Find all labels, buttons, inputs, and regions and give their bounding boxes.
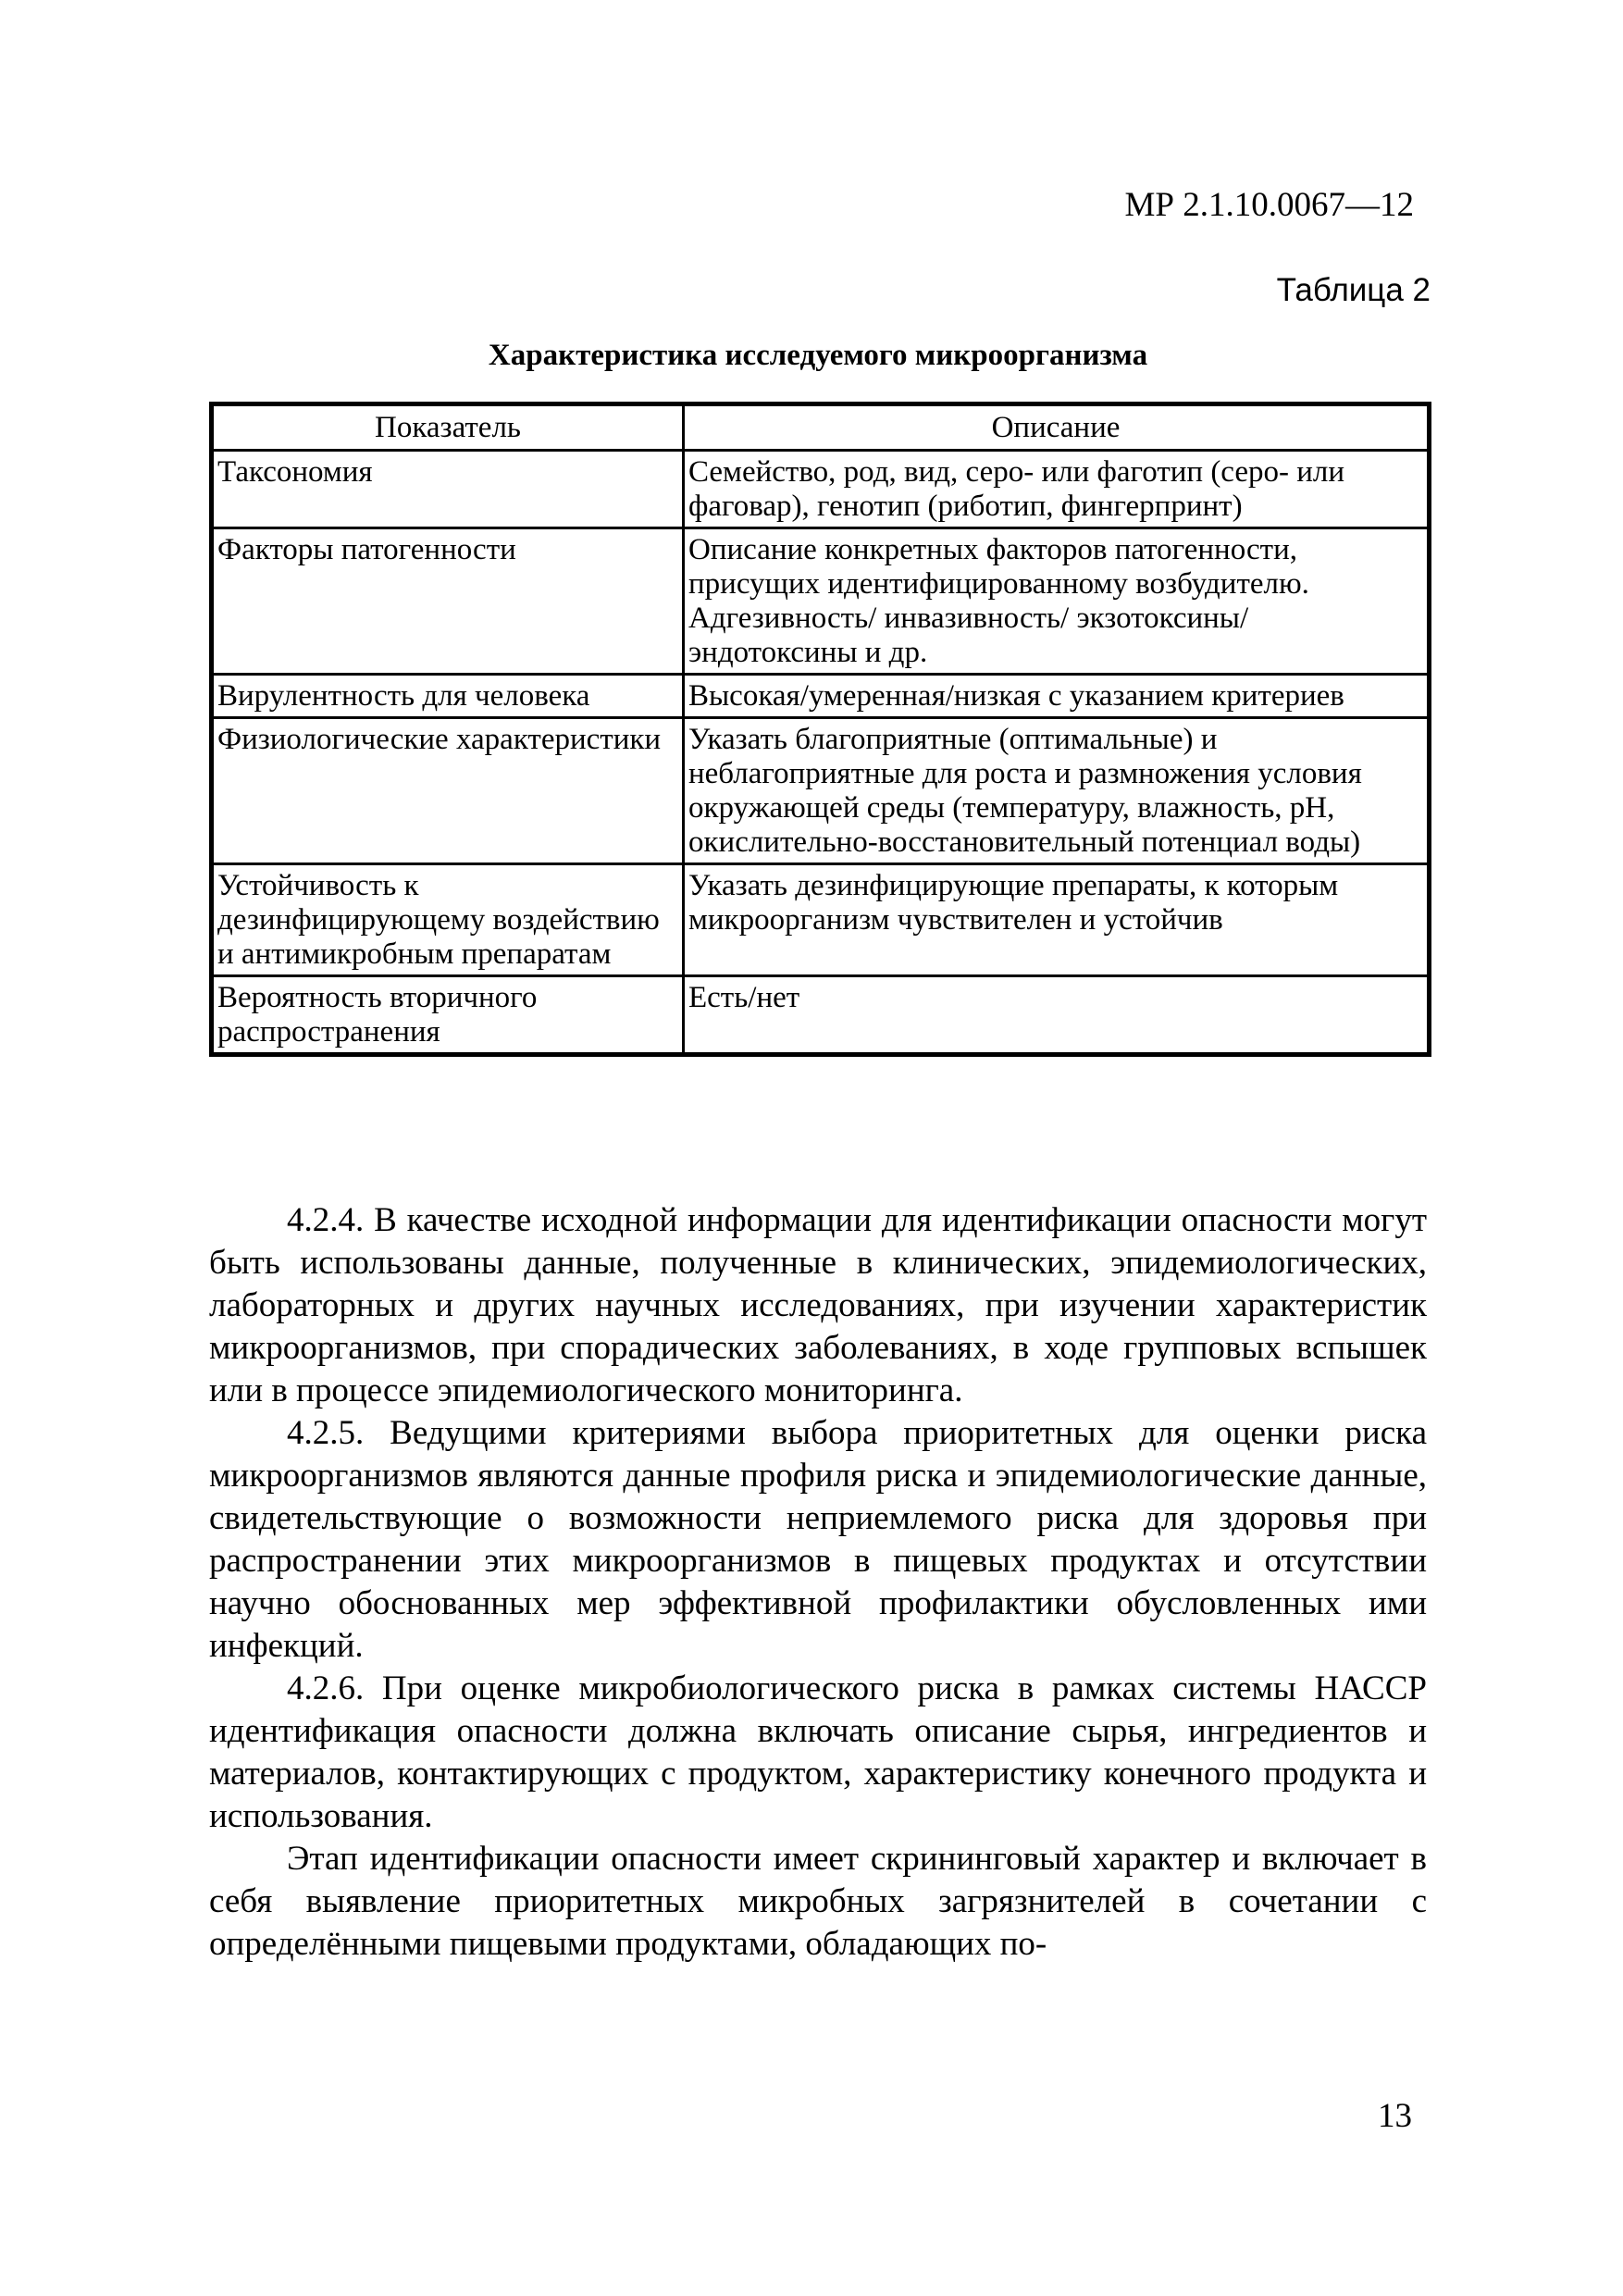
- table-title: Характеристика исследуемого микроорганизма: [488, 339, 1148, 372]
- table-row: [212, 528, 1430, 675]
- indicator-cell: Вирулентность для человека: [212, 675, 684, 718]
- paragraph-4-2-5: 4.2.5. Ведущими критериями выбора приоритетных для оценки риска микроорганизмов являются данные профиля риска и эпидемиологические данные, свидетельствующие о возможности неприемлемого риска для здоровья при распространении этих микроорганизмов в пищевых продуктах и отсутствии научно обоснованных мер эффективной профилактики обусловленных ими инфекций.: [209, 1414, 1427, 1665]
- page-number: 13: [1378, 2097, 1412, 2135]
- table-row: [212, 675, 1430, 718]
- paragraph-4-2-6: 4.2.6. При оценке микробиологического риска в рамках системы НАССР идентификация опасности должна включать описание сырья, ингредиентов и материалов, контактирующих с продуктом, характеристику конечного продукта и использования.: [209, 1669, 1427, 1835]
- paragraph-hazard-identification: Этап идентификации опасности имеет скрининговый характер и включает в себя выявление приоритетных микробных загрязнителей в сочетании с определёнными пищевыми продуктами, обладающих по-: [209, 1840, 1427, 1963]
- description-cell: Описание конкретных факторов патогенности, присущих идентифицированному возбудителю. Адгезивность/ инвазивность/ экзотоксины/ эндотоксины и др.: [684, 528, 1430, 675]
- description-cell: Высокая/умеренная/низкая с указанием критериев: [684, 675, 1430, 718]
- document-code: МР 2.1.10.0067—12: [1124, 186, 1414, 224]
- column-header-indicator: Показатель: [212, 404, 684, 451]
- table-row: [212, 718, 1430, 864]
- indicator-cell: Факторы патогенности: [212, 528, 684, 675]
- indicator-cell: Таксономия: [212, 451, 684, 528]
- description-cell: Семейство, род, вид, серо- или фаготип (серо- или фаговар), генотип (риботип, фингерпринт): [684, 451, 1430, 528]
- paragraph-4-2-4: 4.2.4. В качестве исходной информации для идентификации опасности могут быть использованы данные, полученные в клинических, эпидемиологических, лабораторных и других научных исследованиях, при изучении характеристик микроорганизмов, при спорадических заболеваниях, в ходе групповых вспышек или в процессе эпидемиологического мониторинга.: [209, 1201, 1427, 1409]
- indicator-cell: Вероятность вторичного распространения: [212, 976, 684, 1055]
- body-text: [209, 1199, 1427, 1966]
- table-label: Таблица 2: [1276, 272, 1431, 308]
- column-header-description: Описание: [684, 404, 1430, 451]
- indicator-cell: Устойчивость к дезинфицирующему воздействию и антимикробным препаратам: [212, 864, 684, 976]
- description-cell: Указать дезинфицирующие препараты, к которым микроорганизм чувствителен и устойчив: [684, 864, 1430, 976]
- table-row: [212, 864, 1430, 976]
- table-row: [212, 976, 1430, 1055]
- table-row: [212, 451, 1430, 528]
- characteristics-table: [209, 402, 1431, 1057]
- indicator-cell: Физиологические характеристики: [212, 718, 684, 864]
- description-cell: Есть/нет: [684, 976, 1430, 1055]
- table-header-row: [212, 404, 1430, 451]
- description-cell: Указать благоприятные (оптимальные) и неблагоприятные для роста и размножения условия окружающей среды (температуру, влажность, pH, окислительно-восстановительный потенциал воды): [684, 718, 1430, 864]
